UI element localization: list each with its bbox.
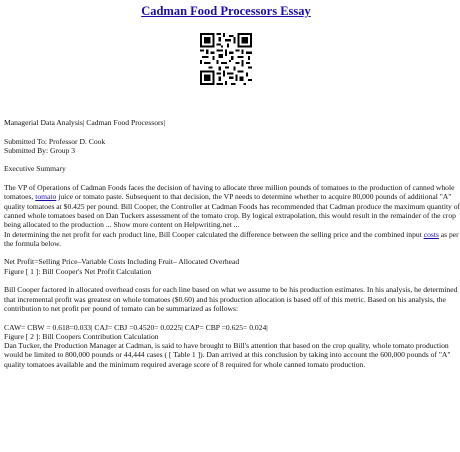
essay-body bbox=[4, 118, 460, 369]
paragraph-line bbox=[4, 192, 452, 202]
paragraph-line: quality tomatoes at $0.425 per pound. Bill Cooper, the Controller at Cadman Foods has recommended that Cadman produce the maximum quantity of bbox=[4, 201, 460, 211]
show-more-line: being allocated to the production ... Show more content on Helpwriting.net ... bbox=[4, 220, 240, 230]
essay-title-link[interactable]: Cadman Food Processors Essay bbox=[141, 4, 311, 18]
paragraph-line: the formula below. bbox=[4, 238, 62, 248]
paragraph-line: would be limited to 800,000 pounds or 44,444 cases ( [ Table 1 ]). Dan arrived at this conclusion by taking into account the 600,000 pounds of "A" bbox=[4, 350, 451, 360]
paragraph-line: The VP of Operations of Cadman Foods faces the decision of having to allocate three million pounds of tomatoes to the production of canned whole bbox=[4, 183, 455, 193]
summary-heading: Executive Summary bbox=[4, 164, 66, 174]
text-span: juice or tomato paste. Subsequent to that decision, the VP needs to determine whether to acquire 80,000 pounds of additional "A" bbox=[56, 192, 452, 202]
paragraph-line: quality tomatoes available and the minimum required average score of 8 required for whole canned tomato production. bbox=[4, 359, 366, 369]
submitted-by: Submitted By: Group 3 bbox=[4, 145, 76, 155]
text-span: tomatoes, bbox=[4, 192, 36, 202]
paragraph-line: that incremental profit was greatest on whole tomatoes ($0.60) and his production allocation is based off of this metric. Based on his analysis, the bbox=[4, 294, 446, 304]
paragraph-line bbox=[4, 229, 459, 239]
paragraph-3 bbox=[4, 341, 451, 369]
paragraph-line: Dan Tucker, the Production Manager at Cadman, is said to have brought to Bill's attention that based on the crop quality, whole tomato production bbox=[4, 341, 449, 351]
paragraph-line: canned whole tomatoes based on Dan Tuckers assessment of the tomato crop. By logical extrapolation, this would result in the remainder of the crop bbox=[4, 210, 456, 220]
formula-line: Net Profit=Selling Price–Variable Costs Including Fruit– Allocated Overhead bbox=[4, 257, 240, 267]
qr-code-icon bbox=[200, 33, 252, 85]
costs-link[interactable]: costs bbox=[423, 229, 439, 239]
paragraph-2 bbox=[4, 285, 458, 313]
figure-2-caption: Figure [ 2 ]: Bill Coopers Contribution Calculation bbox=[4, 331, 159, 341]
tomato-link[interactable]: tomato bbox=[35, 192, 57, 202]
text-span: as per bbox=[438, 229, 459, 239]
heading-line: Managerial Data Analysis| Cadman Food Processors| bbox=[4, 118, 166, 127]
submitted-to: Submitted To: Professor D. Cook bbox=[4, 136, 106, 146]
text-span: In determining the net profit for each product line, Bill Cooper calculated the difference between the selling price and the combined input bbox=[4, 229, 424, 239]
paragraph-line: Bill Cooper factored in allocated overhead costs for each line based on what we assume to be his production estimates. In his analysis, he determined bbox=[4, 285, 458, 295]
contribution-line: CAW= CBW = 0.618=0.033| CAJ= CBJ =0.4520= 0.0225| CAP= CBP =0.625= 0.024| bbox=[4, 322, 268, 332]
figure-1-caption: Figure [ 1 ]: Bill Cooper's Net Profit Calculation bbox=[4, 266, 152, 276]
paragraph-line: contribution to net profit per pound of tomato can be summarized as follows: bbox=[4, 303, 239, 313]
paragraph-1 bbox=[4, 183, 460, 248]
